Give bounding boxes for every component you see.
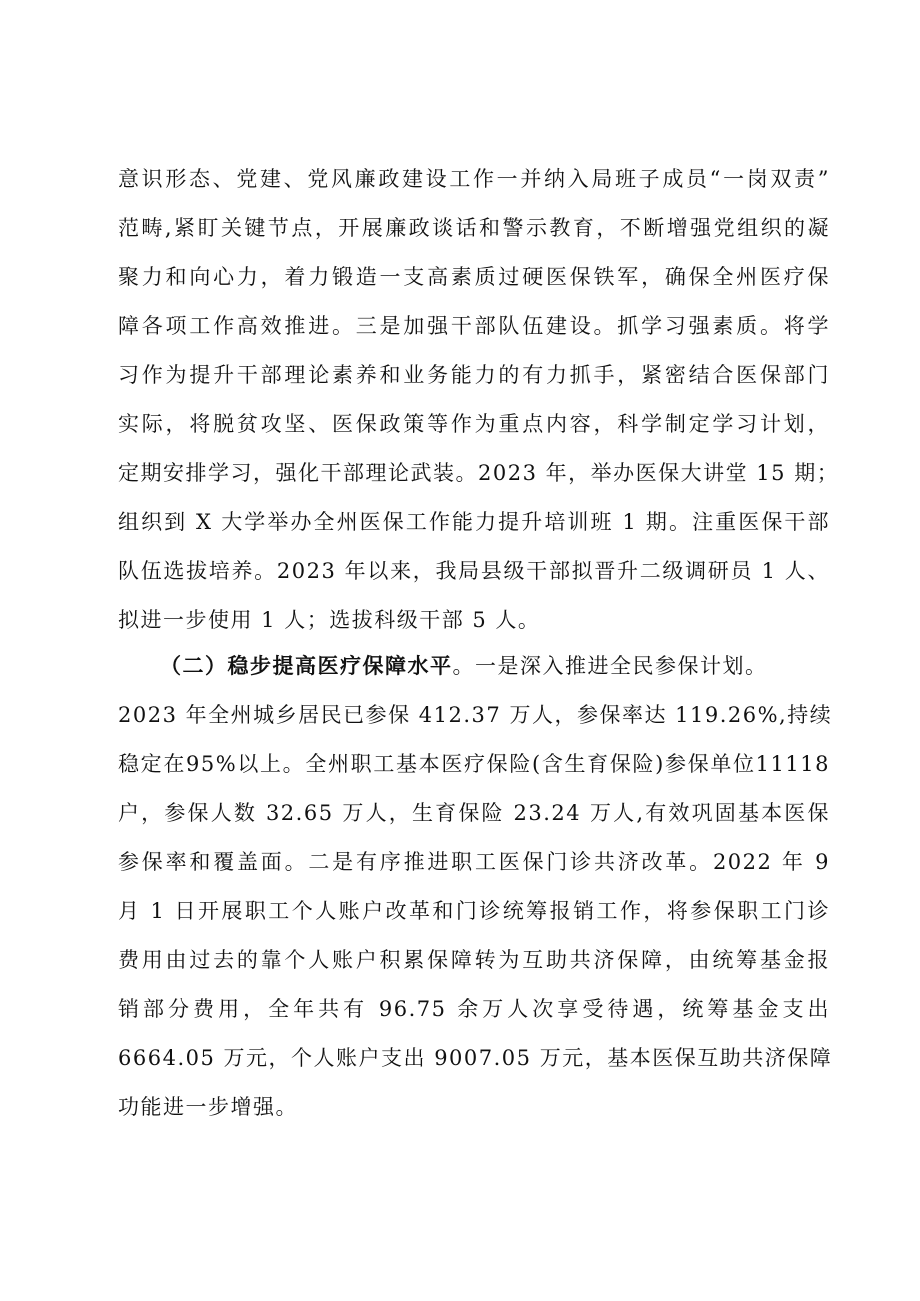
paragraph-line: 意识形态、党建、党风廉政建设工作一并纳入局班子成员“一岗双责” (118, 167, 830, 191)
section-heading-line (160, 652, 768, 680)
heading-line-rest: 。一是深入推进全民参保计划。 (452, 654, 768, 678)
paragraph-line: 销部分费用，全年共有 96.75 余万人次享受待遇，统筹基金支出 (118, 997, 830, 1021)
paragraph-line: 范畴,紧盯关键节点，开展廉政谈话和警示教育，不断增强党组织的凝 (118, 216, 830, 240)
paragraph-line: 户，参保人数 32.65 万人，生育保险 23.24 万人,有效巩固基本医保 (118, 801, 830, 825)
paragraph-line: 功能进一步增强。 (118, 1095, 298, 1119)
paragraph-line: 组织到 X 大学举办全州医保工作能力提升培训班 1 期。注重医保干部 (118, 510, 830, 534)
paragraph-line: 稳定在95%以上。全州职工基本医疗保险(含生育保险)参保单位11118 (118, 752, 830, 776)
paragraph-line: 费用由过去的靠个人账户积累保障转为互助共济保障，由统筹基金报 (118, 948, 830, 972)
paragraph-line: 拟进一步使用 1 人；选拔科级干部 5 人。 (118, 608, 541, 632)
paragraph-line: 定期安排学习，强化干部理论武装。2023 年，举办医保大讲堂 15 期； (118, 461, 840, 485)
paragraph-line: 2023 年全州城乡居民已参保 412.37 万人，参保率达 119.26%,持续 (118, 703, 833, 727)
paragraph-line: 实际，将脱贫攻坚、医保政策等作为重点内容，科学制定学习计划， (118, 412, 830, 436)
paragraph-line: 队伍选拔培养。2023 年以来，我局县级干部拟晋升二级调研员 1 人、 (118, 559, 830, 583)
paragraph-line: 月 1 日开展职工个人账户改革和门诊统筹报销工作，将参保职工门诊 (118, 899, 830, 923)
paragraph-line: 聚力和向心力，着力锻造一支高素质过硬医保铁军，确保全州医疗保 (118, 265, 830, 289)
section-heading: （二）稳步提高医疗保障水平 (160, 653, 453, 678)
paragraph-line: 参保率和覆盖面。二是有序推进职工医保门诊共济改革。2022 年 9 (118, 850, 830, 874)
paragraph-line: 障各项工作高效推进。三是加强干部队伍建设。抓学习强素质。将学 (118, 314, 830, 338)
paragraph-line: 习作为提升干部理论素养和业务能力的有力抓手，紧密结合医保部门 (118, 363, 830, 387)
paragraph-line: 6664.05 万元，个人账户支出 9007.05 万元，基本医保互助共济保障 (118, 1046, 833, 1070)
